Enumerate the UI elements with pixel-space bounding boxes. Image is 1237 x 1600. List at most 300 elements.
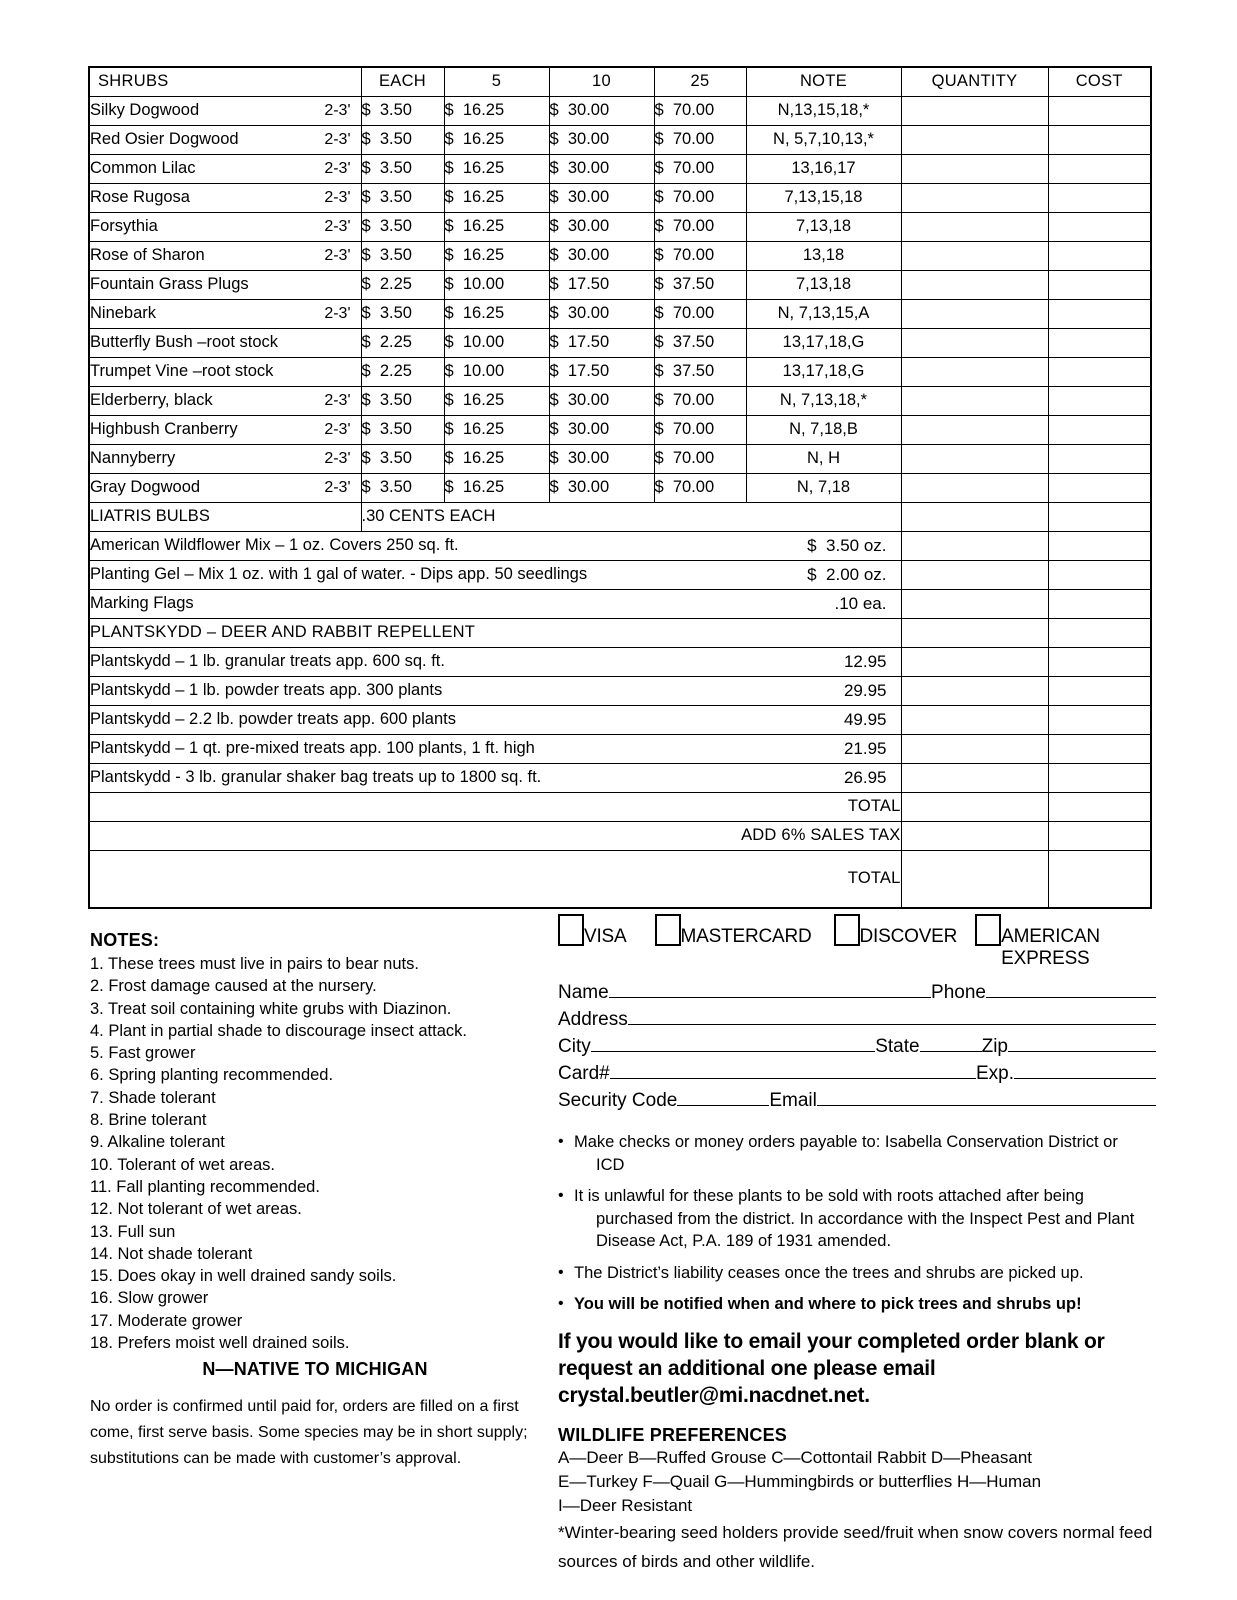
cost-input[interactable] bbox=[1048, 183, 1151, 212]
plant-name: Common Lilac bbox=[90, 159, 196, 177]
quantity-input[interactable] bbox=[901, 647, 1048, 676]
item-description bbox=[89, 734, 901, 763]
cost-input[interactable] bbox=[1048, 357, 1151, 386]
table-row bbox=[89, 705, 1151, 734]
plant-name: Forsythia bbox=[90, 217, 158, 235]
price-10: $ 30.00 bbox=[549, 473, 654, 502]
cost-input[interactable] bbox=[1048, 618, 1151, 647]
price-each: $ 3.50 bbox=[361, 154, 444, 183]
price-25: $ 70.00 bbox=[654, 241, 746, 270]
price-each: $ 2.25 bbox=[361, 270, 444, 299]
plant-size: 2-3' bbox=[324, 246, 351, 264]
item-description-text: Plantskydd – 1 qt. pre-mixed treats app. 100 plants, 1 ft. high bbox=[90, 739, 535, 757]
mastercard-checkbox[interactable] bbox=[655, 914, 681, 946]
price-10: $ 17.50 bbox=[549, 270, 654, 299]
quantity-input[interactable] bbox=[901, 125, 1048, 154]
price-25: $ 70.00 bbox=[654, 212, 746, 241]
quantity-input[interactable] bbox=[901, 270, 1048, 299]
state-label: State bbox=[875, 1036, 920, 1057]
price-25: $ 37.50 bbox=[654, 270, 746, 299]
name-label: Name bbox=[558, 982, 609, 1003]
price-10: $ 30.00 bbox=[549, 415, 654, 444]
price-10: $ 30.00 bbox=[549, 183, 654, 212]
totals-label: TOTAL bbox=[89, 792, 901, 821]
column-header-quantity: QUANTITY bbox=[901, 67, 1048, 96]
visa-label: VISA bbox=[584, 926, 627, 947]
price-10: $ 17.50 bbox=[549, 328, 654, 357]
name-phone-row bbox=[558, 980, 1156, 1005]
quantity-input[interactable] bbox=[901, 589, 1048, 618]
quantity-input[interactable] bbox=[901, 705, 1048, 734]
column-header-cost: COST bbox=[1048, 67, 1151, 96]
totals-cost-input[interactable] bbox=[1048, 850, 1151, 908]
note-item: 18. Prefers moist well drained soils. bbox=[90, 1334, 350, 1353]
note-item: 7. Shade tolerant bbox=[90, 1088, 216, 1107]
item-price: 26.95 bbox=[843, 767, 887, 787]
price-5: $ 16.25 bbox=[444, 415, 549, 444]
price-10: $ 30.00 bbox=[549, 212, 654, 241]
note-item: 8. Brine tolerant bbox=[90, 1111, 207, 1130]
item-description-text: Marking Flags bbox=[90, 594, 194, 612]
price-5: $ 16.25 bbox=[444, 154, 549, 183]
item-price: 12.95 bbox=[843, 651, 887, 671]
table-row bbox=[89, 270, 1151, 299]
note-item: 14. Not shade tolerant bbox=[90, 1244, 253, 1263]
table-row bbox=[89, 676, 1151, 705]
quantity-input[interactable] bbox=[901, 560, 1048, 589]
plant-name-cell bbox=[89, 415, 361, 444]
note-item: 11. Fall planting recommended. bbox=[90, 1177, 320, 1196]
policy-bullet-continuation: purchased from the district. In accordance with the Inspect Pest and Plant Disease Act, P.A. 189 of 1931 amended. bbox=[596, 1209, 1135, 1250]
quantity-input[interactable] bbox=[901, 386, 1048, 415]
zip-input[interactable] bbox=[1008, 1034, 1156, 1052]
quantity-input[interactable] bbox=[901, 212, 1048, 241]
item-price: $ 2.00 oz. bbox=[807, 564, 887, 584]
note-codes: 7,13,15,18 bbox=[746, 183, 901, 212]
price-each: $ 3.50 bbox=[361, 96, 444, 125]
note-item: 12. Not tolerant of wet areas. bbox=[90, 1200, 302, 1219]
price-5: $ 16.25 bbox=[444, 183, 549, 212]
plant-name-cell bbox=[89, 328, 361, 357]
policy-bullet-text: The District’s liability ceases once the trees and shrubs are picked up. bbox=[574, 1263, 1084, 1282]
quantity-input[interactable] bbox=[901, 676, 1048, 705]
plantskydd-section-header: PLANTSKYDD – DEER AND RABBIT REPELLENT bbox=[89, 618, 901, 647]
cost-input[interactable] bbox=[1048, 212, 1151, 241]
card-number-input[interactable] bbox=[610, 1061, 976, 1079]
cost-input[interactable] bbox=[1048, 763, 1151, 792]
cost-input[interactable] bbox=[1048, 647, 1151, 676]
totals-cost-input[interactable] bbox=[1048, 821, 1151, 850]
note-item: 5. Fast grower bbox=[90, 1044, 196, 1063]
quantity-input[interactable] bbox=[901, 415, 1048, 444]
discover-checkbox[interactable] bbox=[834, 914, 860, 946]
plant-name: Red Osier Dogwood bbox=[90, 130, 239, 148]
cost-input[interactable] bbox=[1048, 241, 1151, 270]
winter-bearing-footnote: *Winter-bearing seed holders provide seed/fruit when snow covers normal feed sources of birds and other wildlife. bbox=[558, 1522, 1153, 1571]
column-header-note: NOTE bbox=[746, 67, 901, 96]
bullet-dot-icon: • bbox=[558, 1263, 564, 1281]
table-row bbox=[89, 734, 1151, 763]
price-each: $ 3.50 bbox=[361, 183, 444, 212]
plant-name-cell bbox=[89, 299, 361, 328]
price-10: $ 17.50 bbox=[549, 357, 654, 386]
table-row bbox=[89, 589, 1151, 618]
wildlife-legend-line-3: I—Deer Resistant bbox=[558, 1495, 693, 1515]
cost-input[interactable] bbox=[1048, 125, 1151, 154]
item-description bbox=[89, 531, 901, 560]
price-5: $ 16.25 bbox=[444, 299, 549, 328]
price-10: $ 30.00 bbox=[549, 125, 654, 154]
plant-name-cell bbox=[89, 444, 361, 473]
note-item: 3. Treat soil containing white grubs with Diazinon. bbox=[90, 999, 452, 1018]
quantity-input[interactable] bbox=[901, 531, 1048, 560]
note-codes: 7,13,18 bbox=[746, 212, 901, 241]
item-price: $ 3.50 oz. bbox=[807, 535, 887, 555]
item-description bbox=[89, 647, 901, 676]
item-description-text: Plantskydd – 1 lb. granular treats app. 600 sq. ft. bbox=[90, 652, 445, 670]
price-10: $ 30.00 bbox=[549, 241, 654, 270]
column-header-shrubs: SHRUBS bbox=[89, 67, 361, 96]
price-each: $ 2.25 bbox=[361, 328, 444, 357]
note-item: 15. Does okay in well drained sandy soils. bbox=[90, 1267, 397, 1286]
price-5: $ 16.25 bbox=[444, 212, 549, 241]
price-25: $ 70.00 bbox=[654, 154, 746, 183]
column-header-10: 10 bbox=[549, 67, 654, 96]
price-5: $ 16.25 bbox=[444, 241, 549, 270]
email-order-instructions: If you would like to email your completed order blank or request an additional one please email crystal.beutler@mi.nacdnet.net. bbox=[558, 1329, 1105, 1407]
note-item: 2. Frost damage caused at the nursery. bbox=[90, 977, 377, 996]
item-description bbox=[89, 676, 901, 705]
price-25: $ 70.00 bbox=[654, 386, 746, 415]
note-item: 10. Tolerant of wet areas. bbox=[90, 1155, 275, 1174]
totals-quantity-input[interactable] bbox=[901, 792, 1048, 821]
note-item: 6. Spring planting recommended. bbox=[90, 1066, 334, 1085]
quantity-input[interactable] bbox=[901, 328, 1048, 357]
price-each: $ 3.50 bbox=[361, 386, 444, 415]
item-description-text: Plantskydd - 3 lb. granular shaker bag treats up to 1800 sq. ft. bbox=[90, 768, 542, 786]
table-row bbox=[89, 96, 1151, 125]
native-to-michigan-legend: N—NATIVE TO MICHIGAN bbox=[202, 1359, 428, 1380]
note-codes: N, H bbox=[746, 444, 901, 473]
table-row bbox=[89, 560, 1151, 589]
plant-size: 2-3' bbox=[324, 304, 351, 322]
quantity-input[interactable] bbox=[901, 618, 1048, 647]
price-each: $ 3.50 bbox=[361, 241, 444, 270]
security-code-input[interactable] bbox=[677, 1088, 769, 1106]
address-row bbox=[558, 1007, 1156, 1032]
zip-label: Zip bbox=[981, 1036, 1008, 1057]
plant-name: Silky Dogwood bbox=[90, 101, 200, 119]
card-option-mastercard[interactable] bbox=[655, 914, 812, 948]
plant-name: Highbush Cranberry bbox=[90, 420, 238, 438]
plant-name: Fountain Grass Plugs bbox=[90, 275, 249, 293]
price-each: $ 3.50 bbox=[361, 125, 444, 154]
card-number-label: Card# bbox=[558, 1063, 610, 1084]
note-codes: 13,18 bbox=[746, 241, 901, 270]
quantity-input[interactable] bbox=[901, 183, 1048, 212]
note-item: 4. Plant in partial shade to discourage insect attack. bbox=[90, 1021, 467, 1040]
liatris-price: .30 CENTS EACH bbox=[361, 502, 901, 531]
price-25: $ 70.00 bbox=[654, 444, 746, 473]
plant-name: Rose of Sharon bbox=[90, 246, 205, 264]
note-codes: 13,16,17 bbox=[746, 154, 901, 183]
cost-input[interactable] bbox=[1048, 560, 1151, 589]
card-option-american-express[interactable] bbox=[975, 914, 1119, 970]
plant-name: Trumpet Vine –root stock bbox=[90, 362, 274, 380]
plant-name: Ninebark bbox=[90, 304, 157, 322]
price-10: $ 30.00 bbox=[549, 444, 654, 473]
plant-size: 2-3' bbox=[324, 217, 351, 235]
plant-name: Nannyberry bbox=[90, 449, 176, 467]
email-input[interactable] bbox=[817, 1088, 1156, 1106]
price-each: $ 3.50 bbox=[361, 212, 444, 241]
totals-row bbox=[89, 850, 1151, 908]
totals-label: TOTAL bbox=[89, 850, 901, 908]
plant-size: 2-3' bbox=[324, 130, 351, 148]
price-25: $ 70.00 bbox=[654, 473, 746, 502]
discover-label: DISCOVER bbox=[859, 926, 958, 947]
price-5: $ 16.25 bbox=[444, 386, 549, 415]
quantity-input[interactable] bbox=[901, 734, 1048, 763]
item-price: 29.95 bbox=[843, 680, 887, 700]
item-description-text: Plantskydd – 1 lb. powder treats app. 300 plants bbox=[90, 681, 443, 699]
state-input[interactable] bbox=[920, 1034, 982, 1052]
table-row bbox=[89, 183, 1151, 212]
plant-name-cell bbox=[89, 183, 361, 212]
cost-input[interactable] bbox=[1048, 676, 1151, 705]
policy-bullet bbox=[558, 1131, 1156, 1176]
note-item: 1. These trees must live in pairs to bear nuts. bbox=[90, 955, 419, 973]
totals-quantity-input[interactable] bbox=[901, 850, 1048, 908]
policy-bullet bbox=[558, 1293, 1156, 1316]
plant-size: 2-3' bbox=[324, 188, 351, 206]
policy-bullet-continuation: ICD bbox=[596, 1155, 625, 1174]
column-header-25: 25 bbox=[654, 67, 746, 96]
cost-input[interactable] bbox=[1048, 386, 1151, 415]
email-label: Email bbox=[769, 1090, 817, 1111]
cost-input[interactable] bbox=[1048, 473, 1151, 502]
bullet-dot-icon: • bbox=[558, 1295, 564, 1312]
plant-size: 2-3' bbox=[324, 420, 351, 438]
price-each: $ 2.25 bbox=[361, 357, 444, 386]
cost-input[interactable] bbox=[1048, 154, 1151, 183]
wildlife-legend-line-1: A—Deer B—Ruffed Grouse C—Cottontail Rabbit D—Pheasant bbox=[558, 1447, 1033, 1467]
notes-list bbox=[90, 953, 540, 1354]
plantskydd-section-header-row bbox=[89, 618, 1151, 647]
visa-checkbox[interactable] bbox=[558, 914, 584, 946]
amex-line-1: AMERICAN bbox=[1001, 926, 1100, 947]
quantity-input[interactable] bbox=[901, 299, 1048, 328]
price-5: $ 16.25 bbox=[444, 125, 549, 154]
quantity-input[interactable] bbox=[901, 241, 1048, 270]
cost-input[interactable] bbox=[1048, 270, 1151, 299]
plant-name-cell bbox=[89, 125, 361, 154]
quantity-input[interactable] bbox=[901, 502, 1048, 531]
table-row bbox=[89, 212, 1151, 241]
table-row bbox=[89, 241, 1151, 270]
price-25: $ 37.50 bbox=[654, 357, 746, 386]
table-row bbox=[89, 473, 1151, 502]
table-row bbox=[89, 125, 1151, 154]
security-code-label: Security Code bbox=[558, 1090, 678, 1111]
cost-input[interactable] bbox=[1048, 328, 1151, 357]
payment-form-section bbox=[558, 908, 1156, 1576]
table-row bbox=[89, 328, 1151, 357]
bullet-dot-icon: • bbox=[558, 1133, 564, 1150]
item-description-text: Planting Gel – Mix 1 oz. with 1 gal of water. - Dips app. 50 seedlings bbox=[90, 565, 588, 583]
price-10: $ 30.00 bbox=[549, 386, 654, 415]
plant-name: Butterfly Bush –root stock bbox=[90, 333, 279, 351]
order-form-table-container bbox=[88, 66, 1150, 909]
price-5: $ 16.25 bbox=[444, 444, 549, 473]
totals-cost-input[interactable] bbox=[1048, 792, 1151, 821]
table-row bbox=[89, 415, 1151, 444]
wildlife-preferences-heading: WILDLIFE PREFERENCES bbox=[558, 1424, 788, 1445]
bullet-dot-icon: • bbox=[558, 1187, 564, 1204]
totals-row bbox=[89, 792, 1151, 821]
quantity-input[interactable] bbox=[901, 154, 1048, 183]
phone-input[interactable] bbox=[986, 980, 1156, 998]
american-express-checkbox[interactable] bbox=[975, 914, 1001, 946]
price-10: $ 30.00 bbox=[549, 299, 654, 328]
plant-size: 2-3' bbox=[324, 449, 351, 467]
price-10: $ 30.00 bbox=[549, 96, 654, 125]
policy-bullet bbox=[558, 1262, 1156, 1285]
price-5: $ 16.25 bbox=[444, 96, 549, 125]
cost-input[interactable] bbox=[1048, 444, 1151, 473]
policy-bullet-text: Make checks or money orders payable to: Isabella Conservation District or ICD bbox=[574, 1131, 1156, 1176]
price-25: $ 70.00 bbox=[654, 183, 746, 212]
totals-label: ADD 6% SALES TAX bbox=[89, 821, 901, 850]
cost-input[interactable] bbox=[1048, 299, 1151, 328]
quantity-input[interactable] bbox=[901, 444, 1048, 473]
table-row bbox=[89, 299, 1151, 328]
price-each: $ 3.50 bbox=[361, 299, 444, 328]
cost-input[interactable] bbox=[1048, 589, 1151, 618]
mastercard-label: MASTERCARD bbox=[680, 926, 812, 947]
notes-section bbox=[90, 930, 540, 1472]
table-row bbox=[89, 763, 1151, 792]
card-option-discover[interactable] bbox=[834, 914, 958, 948]
order-form-table bbox=[88, 66, 1152, 909]
plant-size: 2-3' bbox=[324, 159, 351, 177]
plant-size: 2-3' bbox=[324, 478, 351, 496]
item-description bbox=[89, 705, 901, 734]
note-item: 17. Moderate grower bbox=[90, 1311, 243, 1330]
cost-input[interactable] bbox=[1048, 705, 1151, 734]
policy-bullet-text: It is unlawful for these plants to be sold with roots attached after being purchased from the district. In accordance with the Inspect Pest and Plant Disease Act, P.A. 189 of 1931 amended. bbox=[574, 1185, 1156, 1253]
plant-name: Gray Dogwood bbox=[90, 478, 201, 496]
plant-name-cell bbox=[89, 154, 361, 183]
cost-input[interactable] bbox=[1048, 531, 1151, 560]
totals-quantity-input[interactable] bbox=[901, 821, 1048, 850]
price-25: $ 70.00 bbox=[654, 96, 746, 125]
table-row bbox=[89, 647, 1151, 676]
quantity-input[interactable] bbox=[901, 96, 1048, 125]
note-codes: N, 7,18 bbox=[746, 473, 901, 502]
policy-bullet-list bbox=[558, 1131, 1156, 1316]
column-header-each: EACH bbox=[361, 67, 444, 96]
card-exp-row bbox=[558, 1061, 1156, 1086]
note-codes: N, 7,13,18,* bbox=[746, 386, 901, 415]
cost-input[interactable] bbox=[1048, 502, 1151, 531]
price-25: $ 70.00 bbox=[654, 415, 746, 444]
address-input[interactable] bbox=[628, 1007, 1156, 1025]
liatris-label: LIATRIS BULBS bbox=[89, 502, 361, 531]
table-row bbox=[89, 357, 1151, 386]
price-5: $ 10.00 bbox=[444, 270, 549, 299]
plant-name-cell bbox=[89, 270, 361, 299]
phone-label: Phone bbox=[931, 982, 986, 1003]
address-label: Address bbox=[558, 1009, 628, 1030]
city-input[interactable] bbox=[591, 1034, 875, 1052]
note-item: 16. Slow grower bbox=[90, 1289, 209, 1308]
quantity-input[interactable] bbox=[901, 473, 1048, 502]
table-row bbox=[89, 531, 1151, 560]
note-codes: N, 7,13,15,A bbox=[746, 299, 901, 328]
note-codes: 13,17,18,G bbox=[746, 357, 901, 386]
credit-card-options bbox=[558, 914, 1156, 970]
expiration-input[interactable] bbox=[1014, 1061, 1156, 1079]
plant-size: 2-3' bbox=[324, 391, 351, 409]
item-description-text: Plantskydd – 2.2 lb. powder treats app. 600 plants bbox=[90, 710, 456, 728]
plant-name: Elderberry, black bbox=[90, 391, 213, 409]
card-option-visa[interactable] bbox=[558, 914, 627, 948]
name-input[interactable] bbox=[609, 980, 931, 998]
price-each: $ 3.50 bbox=[361, 415, 444, 444]
note-codes: 7,13,18 bbox=[746, 270, 901, 299]
cost-input[interactable] bbox=[1048, 415, 1151, 444]
table-row bbox=[89, 386, 1151, 415]
cost-input[interactable] bbox=[1048, 96, 1151, 125]
price-25: $ 70.00 bbox=[654, 125, 746, 154]
table-header-row bbox=[89, 67, 1151, 96]
american-express-label bbox=[1001, 914, 1119, 970]
plant-name-cell bbox=[89, 357, 361, 386]
price-each: $ 3.50 bbox=[361, 473, 444, 502]
quantity-input[interactable] bbox=[901, 763, 1048, 792]
note-codes: 13,17,18,G bbox=[746, 328, 901, 357]
cost-input[interactable] bbox=[1048, 734, 1151, 763]
price-each: $ 3.50 bbox=[361, 444, 444, 473]
policy-bullet-text: You will be notified when and where to pick trees and shrubs up! bbox=[574, 1295, 1082, 1313]
table-row bbox=[89, 444, 1151, 473]
price-5: $ 16.25 bbox=[444, 473, 549, 502]
order-confirmation-policy: No order is confirmed until paid for, orders are filled on a first come, first serve basis. Some species may be in short supply; substitutions can be made with customer’s approval. bbox=[90, 1398, 528, 1468]
price-25: $ 70.00 bbox=[654, 299, 746, 328]
price-5: $ 10.00 bbox=[444, 328, 549, 357]
note-codes: N, 5,7,10,13,* bbox=[746, 125, 901, 154]
table-row bbox=[89, 154, 1151, 183]
plant-name-cell bbox=[89, 241, 361, 270]
plant-name-cell bbox=[89, 386, 361, 415]
amex-line-2: EXPRESS bbox=[1001, 948, 1090, 969]
liatris-row bbox=[89, 502, 1151, 531]
wildlife-legend-line-2: E—Turkey F—Quail G—Hummingbirds or butterflies H—Human bbox=[558, 1471, 1042, 1491]
item-price: 49.95 bbox=[843, 709, 887, 729]
item-price: 21.95 bbox=[843, 738, 887, 758]
city-state-zip-row bbox=[558, 1034, 1156, 1059]
quantity-input[interactable] bbox=[901, 357, 1048, 386]
note-item: 9. Alkaline tolerant bbox=[90, 1133, 225, 1152]
column-header-5: 5 bbox=[444, 67, 549, 96]
price-10: $ 30.00 bbox=[549, 154, 654, 183]
item-description-text: American Wildflower Mix – 1 oz. Covers 250 sq. ft. bbox=[90, 536, 459, 554]
totals-row bbox=[89, 821, 1151, 850]
city-label: City bbox=[558, 1036, 591, 1057]
item-price: .10 ea. bbox=[834, 593, 887, 613]
item-description bbox=[89, 763, 901, 792]
